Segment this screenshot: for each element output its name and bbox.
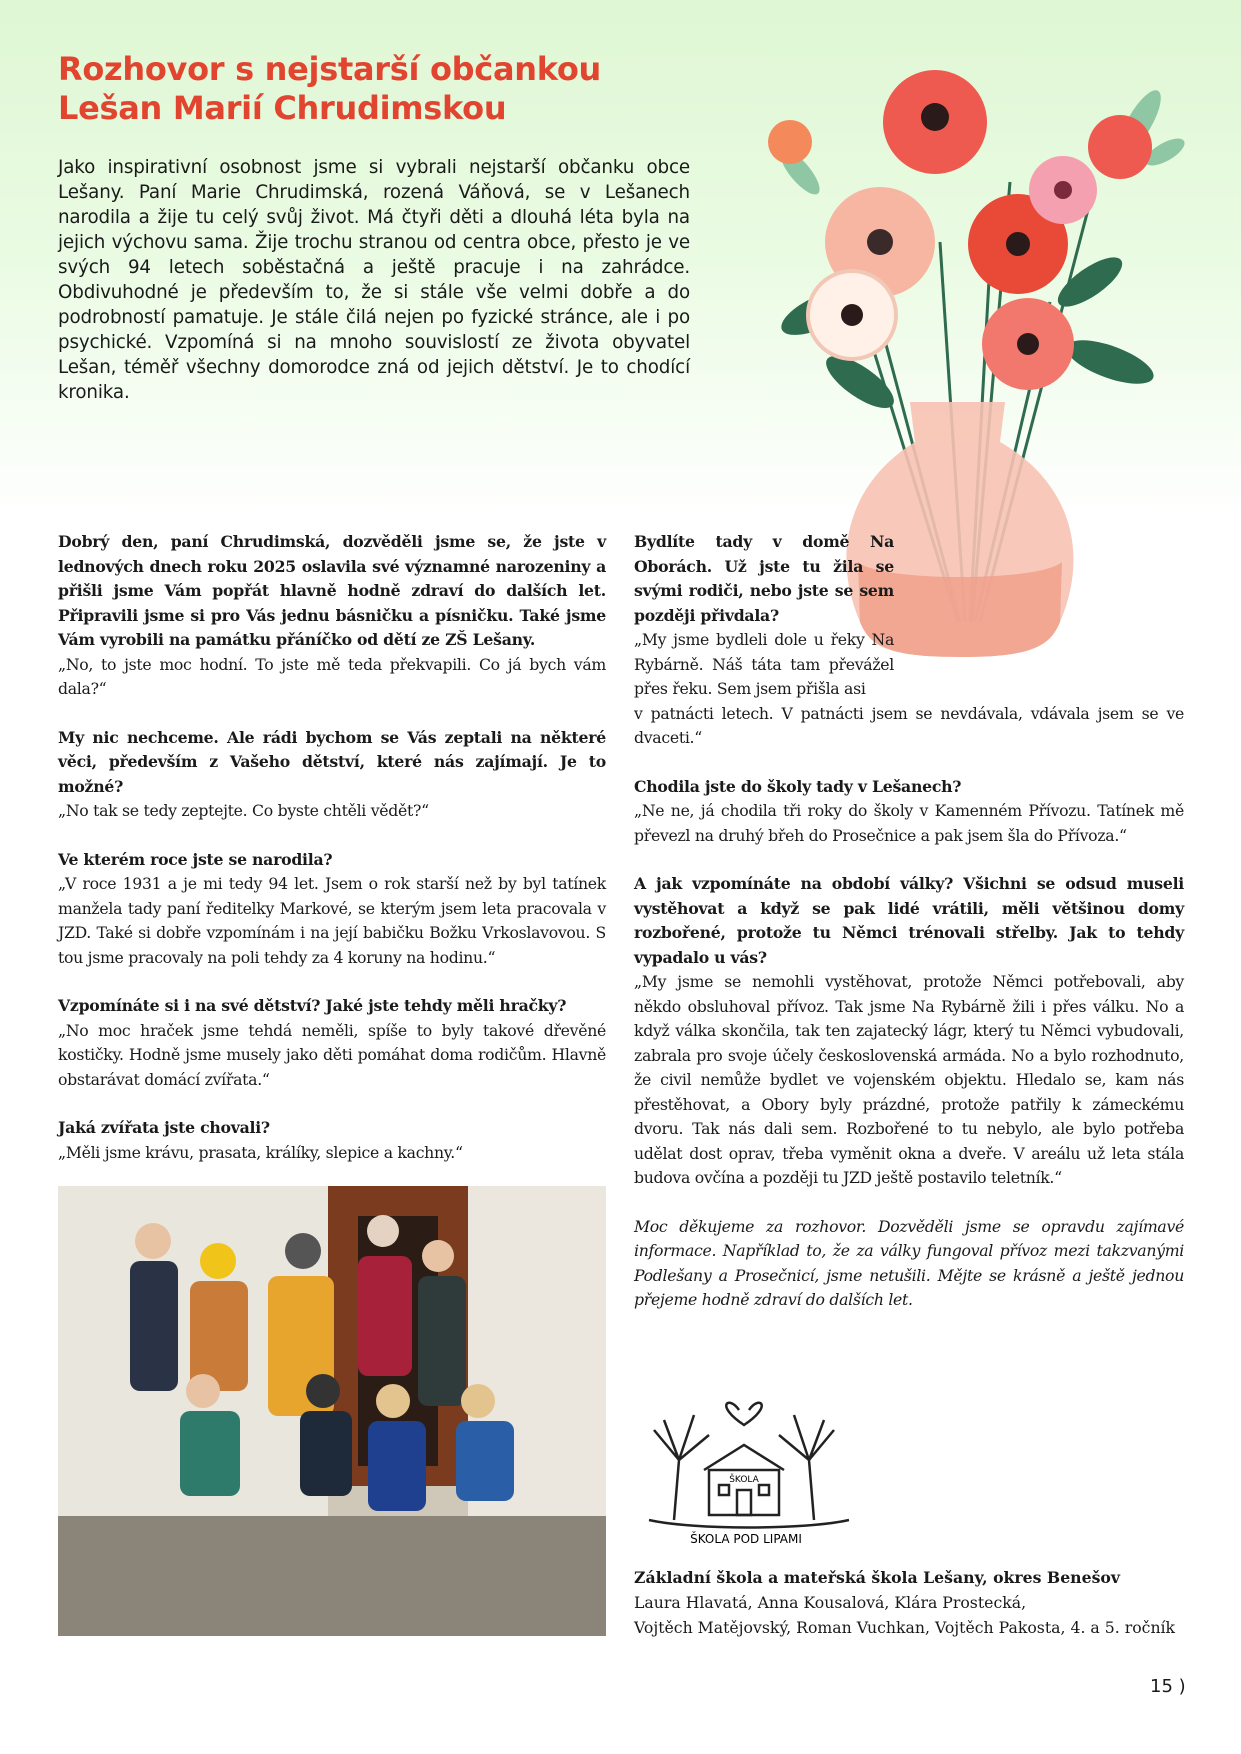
authors-line-2: Vojtěch Matějovský, Roman Vuchkan, Vojtěch Pakosta, 4. a 5. ročník xyxy=(634,1618,1176,1637)
answer: „V roce 1931 a je mi tedy 94 let. Jsem o rok starší než by byl tatínek manžela tady paní ředitelky Markové, se kterým jsem leta pracovala v JZD. Také si dobře vzpomínám i na její babičku Božku Vrkoslavovou. S tou jsme pracovaly na poli tehdy za 4 koruny na hodinu.“ xyxy=(58,874,606,967)
qa-item xyxy=(58,530,606,702)
question: Jaká zvířata jste chovali? xyxy=(58,1118,270,1137)
group-photo xyxy=(58,1186,606,1636)
article-title xyxy=(58,50,698,128)
school-logo xyxy=(634,1390,864,1550)
question: Vzpomínáte si i na své dětství? Jaké jste tehdy měli hračky? xyxy=(58,996,567,1015)
question: Dobrý den, paní Chrudimská, dozvěděli jsme se, že jste v lednových dnech roku 2025 oslavila své významné narozeniny a přišli jsme Vám popřát hlavně hodně zdraví do dalších let. Připravili jsme si pro Vás jednu básničku a písničku. Také jsme Vám vyrobili na památku přáníčko od dětí ze ZŠ Lešany. xyxy=(58,532,606,649)
authors-line-1: Laura Hlavatá, Anna Kousalová, Klára Prostecká, xyxy=(634,1593,1027,1612)
answer: „No moc hraček jsme tehdá neměli, spíše to byly takové dřevěné kostičky. Hodně jsme musely jako děti pomáhat doma rodičům. Hlavně obstarávat domácí zvířata.“ xyxy=(58,1020,606,1089)
question: My nic nechceme. Ale rádi bychom se Vás zeptali na některé věci, především z Vašeho dětství, které nás zajímají. Je to možné? xyxy=(58,727,606,796)
qa-item xyxy=(58,1116,606,1165)
logo-caption: ŠKOLA POD LIPAMI xyxy=(690,1532,802,1546)
qa-item xyxy=(58,848,606,971)
article-title-line-2: Lešan Marií Chrudimskou xyxy=(58,89,507,127)
question: Bydlíte tady v domě Na Oborách. Už jste tu žila se svými rodiči, nebo jste se sem později přivdala? xyxy=(634,532,894,625)
logo-word: ŠKOLA xyxy=(729,1475,759,1485)
signature-block xyxy=(634,1565,1194,1640)
qa-item xyxy=(634,530,1184,751)
qa-item xyxy=(58,726,606,824)
qa-item xyxy=(58,994,606,1092)
answer: „No tak se tedy zeptejte. Co byste chtěli vědět?“ xyxy=(58,801,429,820)
lead-paragraph: Jako inspirativní osobnost jsme si vybrali nejstarší občanku obce Lešany. Paní Marie Chrudimská, rozená Váňová, se v Lešanech narodila a žije tu celý svůj život. Má čtyři děti a dlouhá léta byla na jejich výchovu sama. Žije trochu stranou od centra obce, přesto je ve svých 94 letech soběstačná a ještě pracuje i na zahrádce. Obdivuhodné je především to, že si stále vše velmi dobře a do podrobností pamatuje. Je stále čilá nejen po fyzické stránce, ale i po psychické. Vzpomíná si na mnoho souvislostí ze života obyvatel Lešan, téměř všechny domorodce zná od jejich dětství. Je to chodící kronika. xyxy=(58,157,690,403)
answer-part-1: „My jsme bydleli dole u řeky Na Rybárně. Náš táta tam převážel přes řeku. Sem jsem přišla asi xyxy=(634,630,894,698)
page-number: 15 ) xyxy=(1150,1676,1186,1697)
school-name: Základní škola a mateřská škola Lešany, okres Benešov xyxy=(634,1568,1120,1587)
answer: „Ne ne, já chodila tři roky do školy v Kamenném Přívozu. Tatínek mě převezl na druhý břeh do Prosečnice a pak jsem šla do Přívoza.“ xyxy=(634,801,1184,845)
answer: „No, to jste moc hodní. To jste mě teda překvapili. Co já bych vám dala?“ xyxy=(58,654,606,698)
qa-item xyxy=(634,775,1184,849)
qa-item xyxy=(634,872,1184,1191)
answer: „Měli jsme krávu, prasata, králíky, slepice a kachny.“ xyxy=(58,1142,463,1162)
left-column xyxy=(58,530,606,1189)
question: Chodila jste do školy tady v Lešanech? xyxy=(634,776,962,796)
question: A jak vzpomínáte na období války? Všichni se odsud museli vystěhovat a když se pak lidé vrátili, měli většinou domy rozbořené, protože tu Němci trénovali střelby. Jak to tehdy vypadalo u vás? xyxy=(634,874,1184,967)
answer: „My jsme se nemohli vystěhovat, protože Němci potřebovali, aby někdo obsluhoval přívoz. Tak jsme Na Rybárně žili i přes válku. No a když válka skončila, tak ten zajatecký lágr, který tu Němci vybudovali, zabrala pro svoje účely československá armáda. No a bylo rozhodnuto, že civil nemůže bydlet ve vojenském objektu. Hledalo se, kam nás přestěhovat, a Obory byly prázdné, protože patřily k zámeckému dvoru. Tak nás dali sem. Rozbořené to tu nebylo, ale bylo potřeba udělat dost oprav, třeba vyměnit okna a dveře. V areálu už leta stála budova ovčína a později tu JZD ještě postavilo teletník.“ xyxy=(634,972,1184,1187)
right-column xyxy=(634,530,1184,1313)
answer-part-2: v patnácti letech. V patnácti jsem se nevdávala, vdávala jsem se ve dvaceti.“ xyxy=(634,703,1184,747)
question: Ve kterém roce jste se narodila? xyxy=(58,849,333,869)
article-title-line-1: Rozhovor s nejstarší občankou xyxy=(58,50,602,88)
closing-paragraph: Moc děkujeme za rozhovor. Dozvěděli jsme se opravdu zajímavé informace. Například to, že za války fungoval přívoz mezi takzvanými Podlešany a Prosečnicí, jsme netušili. Mějte se krásně a ještě jednou přejeme hodně zdraví do dalších let. xyxy=(634,1216,1184,1309)
